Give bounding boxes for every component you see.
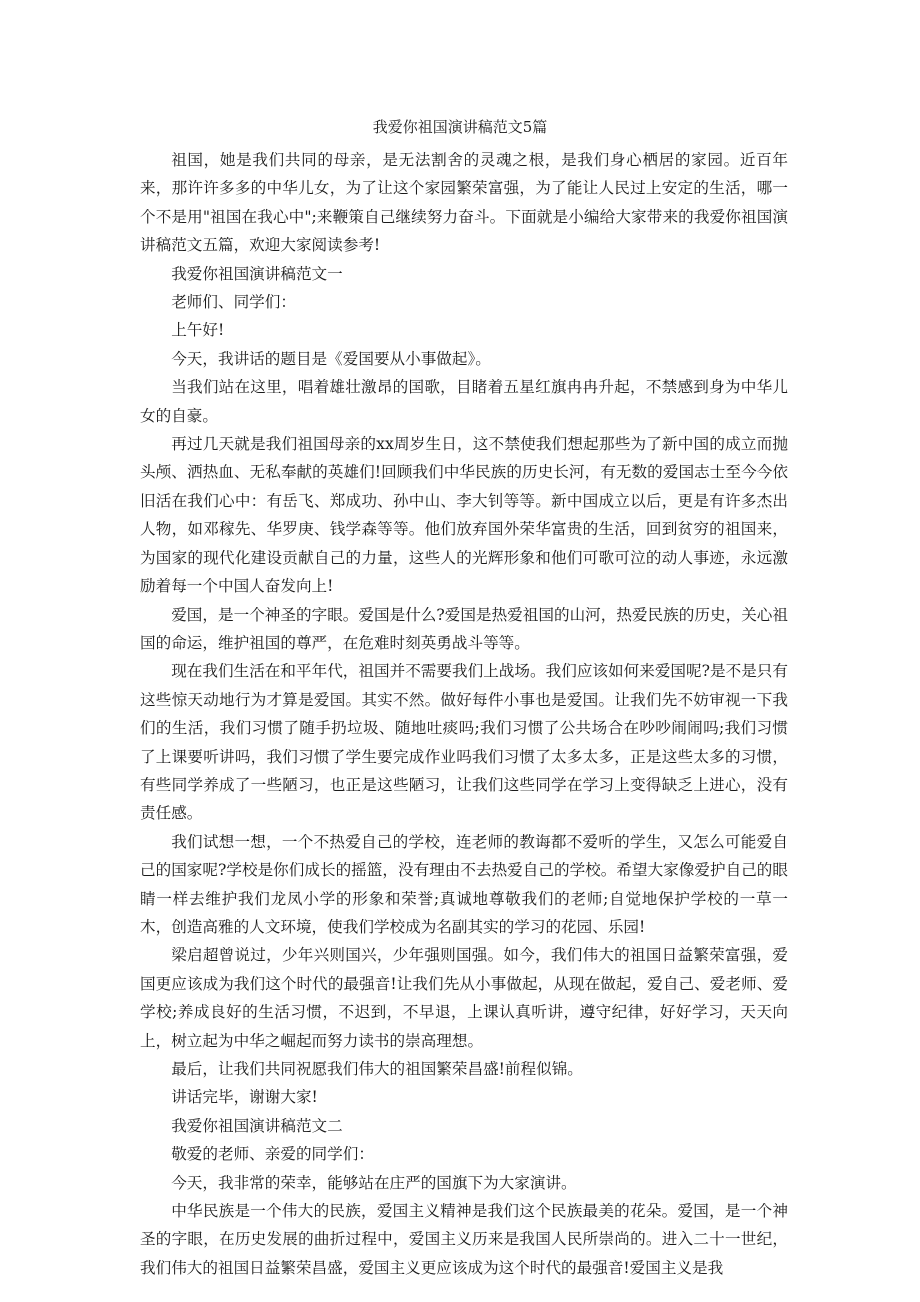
paragraph: 敬爱的老师、亲爱的同学们： — [171, 1145, 374, 1164]
paragraph: 祖国，她是我们共同的母亲，是无法割舍的灵魂之根，是我们身心栖居的家园。近百年来，那许许多多的中华儿女，为了让这个家园繁荣富强，为了能让人民过上安定的生活，哪一个不是用"祖国在我心中";来鞭策自己继续努力奋斗。下面就是小编给大家带来的我爱你祖国演讲稿范文五篇，欢迎大家阅读参考! — [140, 151, 788, 255]
paragraph: 最后，让我们共同祝愿我们伟大的祖国繁荣昌盛!前程似锦。 — [171, 1060, 583, 1078]
section-heading: 我爱你祖国演讲稿范文二 — [171, 1116, 343, 1135]
paragraph: 今天，我非常的荣幸，能够站在庄严的国旗下为大家演讲。 — [171, 1173, 577, 1192]
paragraph: 再过几天就是我们祖国母亲的xx周岁生日，这不禁使我们想起那些为了新中国的成立而抛头颅、洒热血、无私奉献的英雄们!回顾我们中华民族的历史长河，有无数的爱国志士至今今依旧活在我们心中：有岳飞、郑成功、孙中山、李大钊等等。新中国成立以后，更是有许多杰出人物，如邓稼先、华罗庚、钱学森等等。他们放弃国外荣华富贵的生活，回到贫穷的祖国来，为国家的现代化建设贡献自己的力量，这些人的光辉形象和他们可歌可泣的动人事迹，永远激励着每一个中国人奋发向上! — [140, 435, 788, 596]
document-title: 我爱你祖国演讲稿范文5篇 — [372, 118, 548, 136]
paragraph: 今天，我讲话的题目是《爱国要从小事做起》。 — [171, 349, 491, 368]
paragraph: 老师们、同学们： — [171, 293, 296, 312]
paragraph: 上午好! — [171, 321, 225, 340]
paragraph: 梁启超曾说过，少年兴则国兴，少年强则国强。如今，我们伟大的祖国日益繁荣富强，爱国更应该成为我们这个时代的最强音!让我们先从小事做起，从现在做起，爱自己、爱老师、爱学校;养成良好的生活习惯，不迟到，不早退，上课认真听讲，遵守纪律，好好学习，天天向上，树立起为中华之崛起而努力读书的崇高理想。 — [140, 946, 788, 1050]
paragraph: 我们试想一想，一个不热爱自己的学校，连老师的教诲都不爱听的学生，又怎么可能爱自己的国家呢?学校是你们成长的摇篮，没有理由不去热爱自己的学校。希望大家像爱护自己的眼睛一样去维护我们龙凤小学的形象和荣誉;真诚地尊敬我们的老师;自觉地保护学校的一草一木，创造高雅的人文环境，使我们学校成为名副其实的学习的花园、乐园! — [140, 832, 788, 936]
paragraph: 当我们站在这里，唱着雄壮激昂的国歌，目睹着五星红旗冉冉升起，不禁感到身为中华儿女的自豪。 — [140, 378, 788, 425]
document-body — [140, 146, 788, 1282]
paragraph: 爱国，是一个神圣的字眼。爱国是什么?爱国是热爱祖国的山河，热爱民族的历史，关心祖国的命运，维护祖国的尊严，在危难时刻英勇战斗等等。 — [140, 605, 788, 652]
paragraph: 中华民族是一个伟大的民族，爱国主义精神是我们这个民族最美的花朵。爱国，是一个神圣的字眼，在历史发展的曲折过程中，爱国主义历来是我国人民所崇尚的。进入二十一世纪，我们伟大的祖国日益繁荣昌盛，爱国主义更应该成为这个时代的最强音!爱国主义是我 — [140, 1202, 788, 1277]
paragraph: 现在我们生活在和平年代，祖国并不需要我们上战场。我们应该如何来爱国呢?是不是只有这些惊天动地行为才算是爱国。其实不然。做好每件小事也是爱国。让我们先不妨审视一下我们的生活，我们习惯了随手扔垃圾、随地吐痰吗;我们习惯了公共场合在吵吵闹闹吗;我们习惯了上课要听讲吗，我们习惯了学生要完成作业吗我们习惯了太多太多，正是这些太多的习惯，有些同学养成了一些陋习，也正是这些陋习，让我们这些同学在学习上变得缺乏上进心，没有责任感。 — [140, 662, 788, 823]
paragraph: 讲话完毕，谢谢大家! — [171, 1088, 318, 1107]
section-heading: 我爱你祖国演讲稿范文一 — [171, 264, 343, 283]
